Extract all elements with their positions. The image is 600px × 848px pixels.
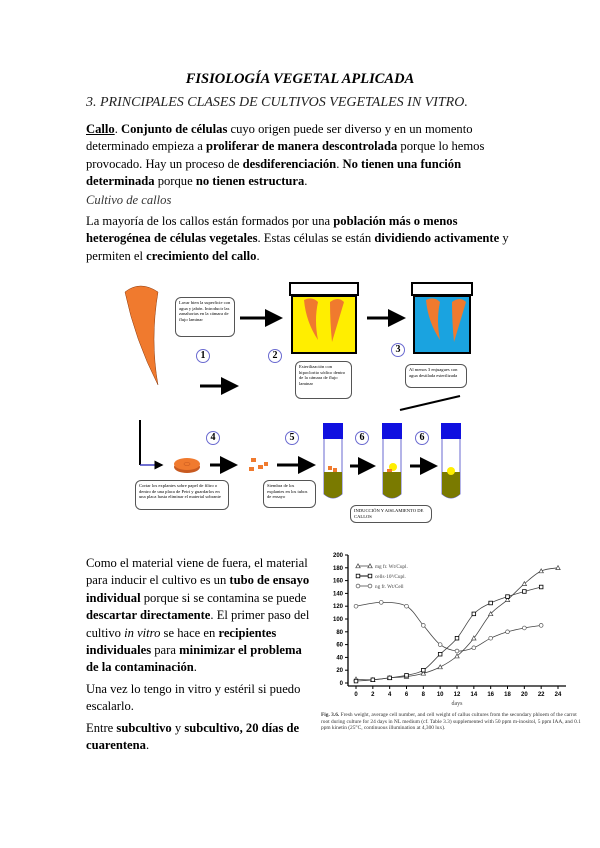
- beaker-blue-icon: [412, 283, 472, 353]
- step-number: 4: [206, 431, 220, 445]
- y-tick-label: 180: [332, 565, 343, 572]
- data-point-square: [356, 574, 360, 578]
- x-tick-label: 12: [453, 692, 461, 698]
- text: porque lo hemos provocado. Hay un proceso de: [86, 139, 485, 171]
- y-tick-label: 60: [336, 642, 343, 649]
- x-tick-label: 22: [537, 692, 545, 698]
- data-point-circle: [472, 646, 476, 650]
- y-tick-label: 80: [336, 629, 343, 636]
- connector-line: [140, 396, 460, 465]
- step-number: 6: [415, 431, 429, 445]
- data-point-square: [368, 574, 372, 578]
- x-tick-label: 16: [487, 692, 495, 698]
- y-tick-label: 160: [332, 578, 343, 585]
- data-point-square: [438, 652, 442, 656]
- paragraph-material: [86, 555, 312, 677]
- x-tick-label: 24: [554, 692, 562, 698]
- bold-text: dividiendo activamente: [374, 231, 500, 246]
- carrot-icon: [125, 286, 158, 385]
- term-callo: Callo: [86, 122, 115, 136]
- step-box: Cortar los explantes sobre papel de filtro o dentro de una placa de Petri y guardarlos en una placa hasta eliminar el material sobrante: [135, 480, 229, 510]
- data-point-triangle: [556, 566, 560, 570]
- data-point-square: [405, 674, 409, 678]
- italic-text: in vitro: [124, 625, 161, 640]
- section-heading: 3. PRINCIPALES CLASES DE CULTIVOS VEGETALES IN VITRO.: [86, 95, 468, 110]
- data-point-circle: [379, 600, 383, 604]
- x-tick-label: 18: [504, 692, 511, 698]
- x-tick-label: 4: [387, 692, 392, 698]
- text: Entre: [86, 721, 117, 735]
- step-box: INDUCCIÓN Y AISLAMIENTO DE CALLOS: [350, 505, 432, 523]
- legend-label: ng fr. Wt/Cell: [375, 584, 404, 590]
- data-point-square: [539, 585, 543, 589]
- series-line: [356, 602, 541, 651]
- step-number: 1: [196, 349, 210, 363]
- x-tick-label: 8: [421, 692, 426, 698]
- bold-text: recipientes individuales: [86, 625, 277, 658]
- y-tick-label: 40: [336, 655, 343, 662]
- series-line: [356, 587, 541, 681]
- data-point-square: [354, 679, 358, 683]
- data-point-circle: [489, 636, 493, 640]
- y-tick-label: 200: [332, 553, 343, 559]
- bold-text: no tienen estructura: [195, 174, 305, 189]
- bold-text: tubo de ensayo individual: [86, 573, 310, 605]
- bold-text: crecimiento del callo: [146, 248, 257, 263]
- step-box: Al menos 3 enjuagues con agua destilada esterilizada: [405, 364, 467, 388]
- data-point-circle: [438, 643, 442, 647]
- text: cuyo origen puede ser diverso y en un momento determinado empieza a: [86, 122, 473, 154]
- document-title: FISIOLOGÍA VEGETAL APLICADA: [185, 71, 415, 87]
- bold-text: minimizar el problema de la contaminación: [86, 643, 302, 675]
- legend-label: mg fr. Wt/Cupl.: [375, 564, 408, 570]
- x-tick-label: 2: [371, 692, 375, 698]
- step-number: 6: [355, 431, 369, 445]
- subheading: Cultivo de callos: [86, 193, 172, 207]
- data-point-circle: [455, 649, 459, 653]
- x-tick-label: 10: [436, 692, 444, 698]
- y-tick-label: 20: [336, 668, 343, 675]
- text: .: [145, 738, 150, 753]
- test-tube-icon: [382, 423, 402, 498]
- step-box: Esterilización con hipoclorito sódico dentro de la cámara de flujo laminar: [295, 361, 352, 399]
- data-point-square: [422, 668, 426, 672]
- text: Como el material viene de fuera, el material para inducir el cultivo es un: [86, 556, 308, 588]
- x-tick-label: 6: [404, 692, 409, 698]
- y-tick-label: 0: [339, 681, 343, 687]
- data-point-square: [506, 595, 510, 599]
- data-point-circle: [368, 584, 372, 588]
- data-point-triangle: [438, 665, 442, 669]
- test-tube-icon: [441, 423, 461, 498]
- data-point-square: [371, 678, 375, 682]
- data-point-square: [388, 676, 392, 680]
- bold-text: Conjunto de células: [120, 122, 228, 136]
- x-axis-label: days: [451, 701, 463, 707]
- step-number: 2: [268, 349, 282, 363]
- bold-text: No tienen una función determinada: [86, 156, 462, 189]
- data-point-circle: [405, 604, 409, 608]
- text: .: [256, 248, 260, 263]
- x-tick-label: 20: [520, 692, 528, 698]
- text: .: [336, 156, 343, 171]
- data-point-circle: [354, 604, 358, 608]
- y-tick-label: 120: [332, 604, 343, 611]
- text: La mayoría de los callos están formados por una: [86, 214, 334, 228]
- bold-text: desdiferenciación: [242, 156, 337, 171]
- data-point-square: [472, 612, 476, 616]
- x-tick-label: 0: [354, 692, 358, 698]
- paragraph-subcultivo: [86, 720, 312, 755]
- legend-label: cells·10³/Cupl.: [375, 574, 406, 580]
- text: y: [171, 721, 185, 735]
- text: porque si se contamina se puede: [140, 590, 307, 605]
- explant-pieces-icon: [249, 458, 268, 471]
- text: porque: [154, 174, 196, 189]
- bold-text: población más o menos heterogénea de células vegetales: [86, 214, 458, 246]
- text: para: [151, 643, 180, 658]
- text: .: [304, 174, 308, 189]
- figure-caption: [321, 712, 583, 732]
- caption-label: Fig. 3.6.: [321, 712, 340, 718]
- data-point-circle: [356, 584, 360, 588]
- beaker-yellow-icon: [290, 283, 358, 353]
- step-box: Siembra de los explantes en los tubos de ensayo: [263, 480, 316, 508]
- step-number: 3: [391, 343, 405, 357]
- bold-text: subcultivo: [116, 721, 172, 735]
- text: . Estas células se están: [257, 231, 375, 246]
- data-point-triangle: [539, 569, 543, 573]
- data-point-square: [523, 590, 527, 594]
- paragraph-in-vitro: Una vez lo tengo in vitro y estéril si puedo escalarlo.: [86, 682, 301, 714]
- text: y permiten el: [86, 231, 509, 263]
- data-point-circle: [539, 624, 543, 628]
- text: . El primer paso del cultivo: [86, 608, 310, 640]
- x-tick-label: 14: [470, 692, 478, 698]
- bold-text: subcultivo, 20 días de cuarentena: [86, 721, 300, 753]
- data-point-circle: [421, 624, 425, 628]
- bold-text: descartar directamente: [86, 608, 211, 623]
- text: se hace en: [160, 625, 219, 640]
- y-tick-label: 100: [332, 617, 343, 623]
- text: .: [193, 660, 197, 675]
- data-point-circle: [522, 626, 526, 630]
- data-point-square: [455, 636, 459, 640]
- data-point-square: [489, 601, 493, 605]
- caption-text: Fresh weight, average cell number, and cell weight of callus cultures from the secondary phloem of the carrot root during culture for 24 days in NL medium (cf. Table 3.3) supplemented with 50 ppm m-inositol, 5 ppm IAA, and 0.1 ppm kinetin (25°C, continuous illumination at 4,300 lux).: [321, 712, 581, 732]
- data-point-circle: [506, 630, 510, 634]
- bold-text: proliferar de manera descontrolada: [205, 139, 398, 154]
- growth-chart: [318, 548, 590, 710]
- carrot-disc-icon: [174, 458, 200, 473]
- y-tick-label: 140: [332, 591, 343, 598]
- step-number: 5: [285, 431, 299, 445]
- test-tube-icon: [323, 423, 343, 498]
- text: .: [114, 122, 121, 136]
- step-box: Lavar bien la superficie con agua y jabón. Introducir las zanahorias en la cámara de flujo laminar: [175, 297, 235, 337]
